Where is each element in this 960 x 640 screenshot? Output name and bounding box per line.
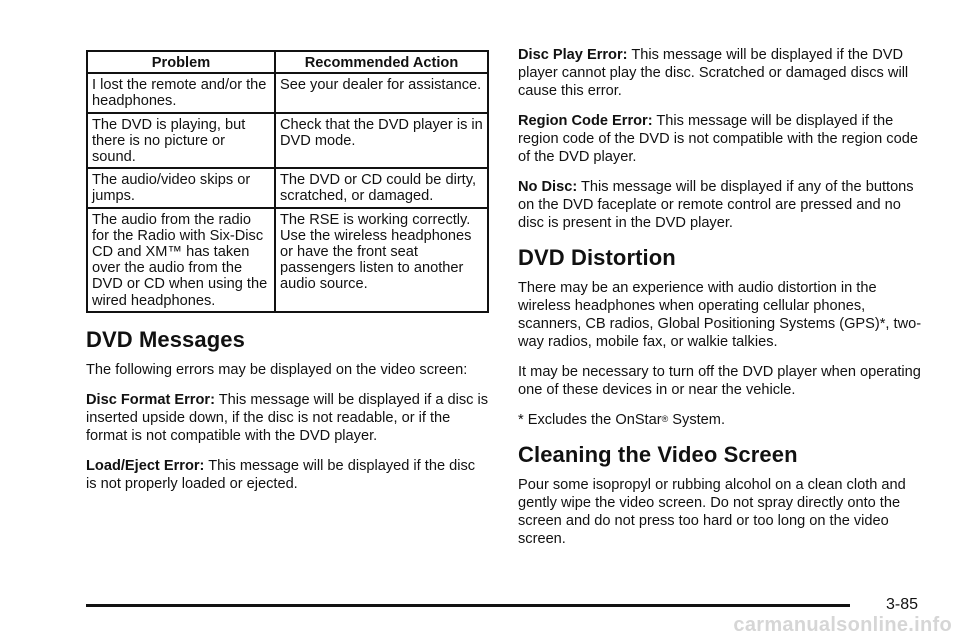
heading-cleaning-video-screen: Cleaning the Video Screen bbox=[518, 442, 798, 467]
onstar-footnote bbox=[518, 411, 928, 429]
message-disc-format-error bbox=[86, 391, 489, 445]
page-number: 3-85 bbox=[886, 596, 919, 613]
table-cell-problem: I lost the remote and/or the headphones. bbox=[87, 73, 275, 112]
distortion-paragraph: It may be necessary to turn off the DVD player when operating one of these devices in or near the vehicle. bbox=[518, 364, 921, 398]
table-row bbox=[87, 208, 488, 312]
table-row bbox=[87, 73, 488, 112]
message-load-eject-error bbox=[86, 457, 489, 493]
left-column bbox=[86, 50, 489, 493]
message-no-disc bbox=[518, 178, 928, 232]
message-label: Load/Eject Error: bbox=[86, 457, 205, 474]
table-cell-action: See your dealer for assistance. bbox=[275, 73, 488, 112]
troubleshooting-table bbox=[86, 50, 489, 313]
table-cell-action: Check that the DVD player is in DVD mode. bbox=[275, 113, 488, 169]
distortion-paragraph: There may be an experience with audio distortion in the wireless headphones when operating cellular phones, scanners, CB radios, Global Positioning Systems (GPS)*, two-way radios, mobile fax, or walkie talkies. bbox=[518, 280, 922, 350]
message-text: This message will be displayed if the region code of the DVD is not compatible with the region code of the DVD player. bbox=[518, 113, 918, 165]
column-header-problem: Problem bbox=[87, 51, 275, 73]
message-disc-play-error bbox=[518, 46, 928, 100]
message-text: This message will be displayed if the DVD player cannot play the disc. Scratched or damaged discs will cause this error. bbox=[518, 47, 909, 99]
message-text: This message will be displayed if a disc is inserted upside down, if the disc is not readable, or if the format is not compatible with the DVD player. bbox=[86, 391, 489, 444]
footnote-text: System. bbox=[668, 412, 725, 428]
footnote-text: * Excludes the OnStar bbox=[518, 412, 662, 428]
footer-divider bbox=[86, 604, 850, 607]
table-cell-action: The DVD or CD could be dirty, scratched, or damaged. bbox=[275, 168, 488, 207]
message-label: No Disc: bbox=[518, 179, 578, 195]
table-cell-problem: The DVD is playing, but there is no picture or sound. bbox=[87, 113, 275, 169]
message-text: This message will be displayed if any of the buttons on the DVD faceplate or remote control are pressed and no disc is present in the DVD player. bbox=[518, 179, 914, 231]
table-cell-action: The RSE is working correctly. Use the wireless headphones or have the front seat passengers listen to another audio source. bbox=[275, 208, 488, 312]
heading-dvd-messages: DVD Messages bbox=[86, 326, 245, 352]
message-region-code-error bbox=[518, 112, 928, 166]
table-row bbox=[87, 168, 488, 207]
heading-dvd-distortion: DVD Distortion bbox=[518, 245, 676, 270]
cleaning-paragraph: Pour some isopropyl or rubbing alcohol on a clean cloth and gently wipe the video screen. Do not spray directly onto the screen and do not press too hard or too long on the video screen. bbox=[518, 477, 906, 547]
message-text: This message will be displayed if the disc is not properly loaded or ejected. bbox=[86, 457, 476, 492]
table-cell-problem: The audio from the radio for the Radio with Six-Disc CD and XM™ has taken over the audio from the DVD or CD when using the wired headphones. bbox=[87, 208, 275, 312]
message-label: Disc Play Error: bbox=[518, 47, 628, 63]
dvd-messages-intro: The following errors may be displayed on the video screen: bbox=[86, 361, 468, 378]
table-cell-problem: The audio/video skips or jumps. bbox=[87, 168, 275, 207]
table-header-row bbox=[87, 51, 488, 73]
message-label: Region Code Error: bbox=[518, 113, 653, 129]
right-column bbox=[518, 46, 928, 548]
message-label: Disc Format Error: bbox=[86, 391, 215, 408]
column-header-action: Recommended Action bbox=[275, 51, 488, 73]
table-row bbox=[87, 113, 488, 169]
registered-mark: ® bbox=[661, 414, 669, 424]
watermark: carmanualsonline.info bbox=[733, 614, 952, 636]
